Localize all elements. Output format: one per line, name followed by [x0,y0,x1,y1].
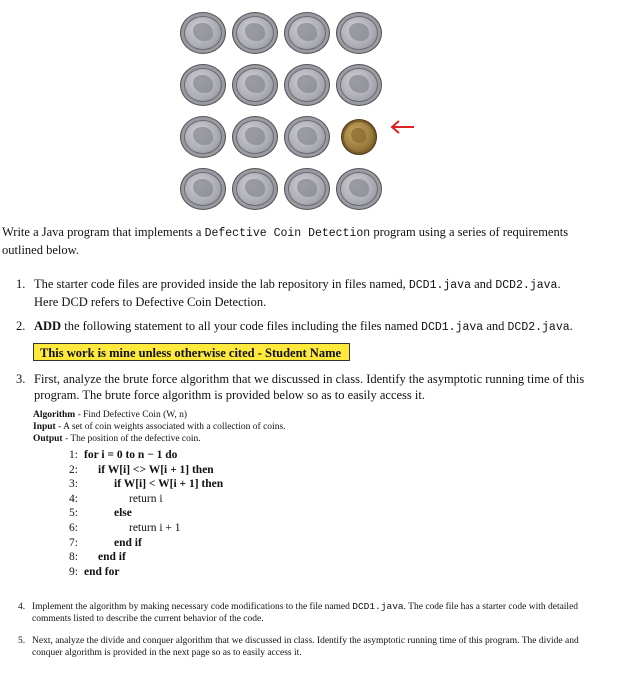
silver-coin-icon [180,64,226,106]
algorithm-listing [60,449,223,580]
silver-coin-icon [180,116,226,158]
silver-coin-icon [336,64,382,106]
coin-row [180,12,420,64]
coin-row [180,64,420,116]
list-item: 3. First, analyze the brute force algorithm that we discussed in class. Identify the asymptotic running time of this program. The brute force algorithm is provided below so as to easily access it. [16,372,585,402]
algorithm-line: 5: else [69,507,132,520]
coin-grid [180,12,420,220]
list-item: 1. The starter code files are provided inside the lab repository in files named, DCD1.java and DCD2.java. Here DCD refers to Defective Coin Detection. [16,277,561,309]
algorithm-line: 8: end if [69,551,126,564]
silver-coin-icon [284,12,330,54]
algorithm-line: 6: return i + 1 [69,521,181,534]
left-arrow-icon [388,117,418,137]
silver-coin-icon [232,168,278,210]
silver-coin-icon [284,168,330,210]
silver-coin-icon [232,12,278,54]
silver-coin-icon [180,168,226,210]
algorithm-line: 2: if W[i] <> W[i + 1] then [69,463,214,476]
coin-row [180,116,420,168]
silver-coin-icon [336,168,382,210]
silver-coin-icon [284,116,330,158]
coin-row [180,168,420,220]
intro-paragraph: Write a Java program that implements a Defective Coin Detection program using a series of requirements outlined below. [2,225,569,257]
algorithm-header: Algorithm - Find Defective Coin (W, n) Input - A set of coin weights associated with a collection of coins. Output - The position of the defective coin. [33,410,286,444]
silver-coin-icon [180,12,226,54]
defective-coin-icon [341,119,377,155]
algorithm-line: 1: for i = 0 to n − 1 do [69,449,178,461]
silver-coin-icon [232,64,278,106]
silver-coin-icon [336,12,382,54]
algorithm-line: 7: end if [69,536,142,549]
silver-coin-icon [232,116,278,158]
list-item: 5. Next, analyze the divide and conquer algorithm that we discussed in class. Identify the asymptotic running time of this program. The divide and conquer algorithm is provided in the next page so as to easily access it. [18,636,579,658]
student-statement-box: This work is mine unless otherwise cited - Student Name [33,343,350,361]
list-item: 2. ADD the following statement to all your code files including the files named DCD1.java and DCD2.java. [16,319,573,334]
list-item: 4. Implement the algorithm by making necessary code modifications to the file named DCD1.java. The code file has a starter code with detailed comments listed to describe the current behavior of the code. [18,601,579,624]
silver-coin-icon [284,64,330,106]
algorithm-line: 9: end for [69,565,120,578]
algorithm-line: 4: return i [69,492,163,505]
algorithm-line: 3: if W[i] < W[i + 1] then [69,478,224,491]
